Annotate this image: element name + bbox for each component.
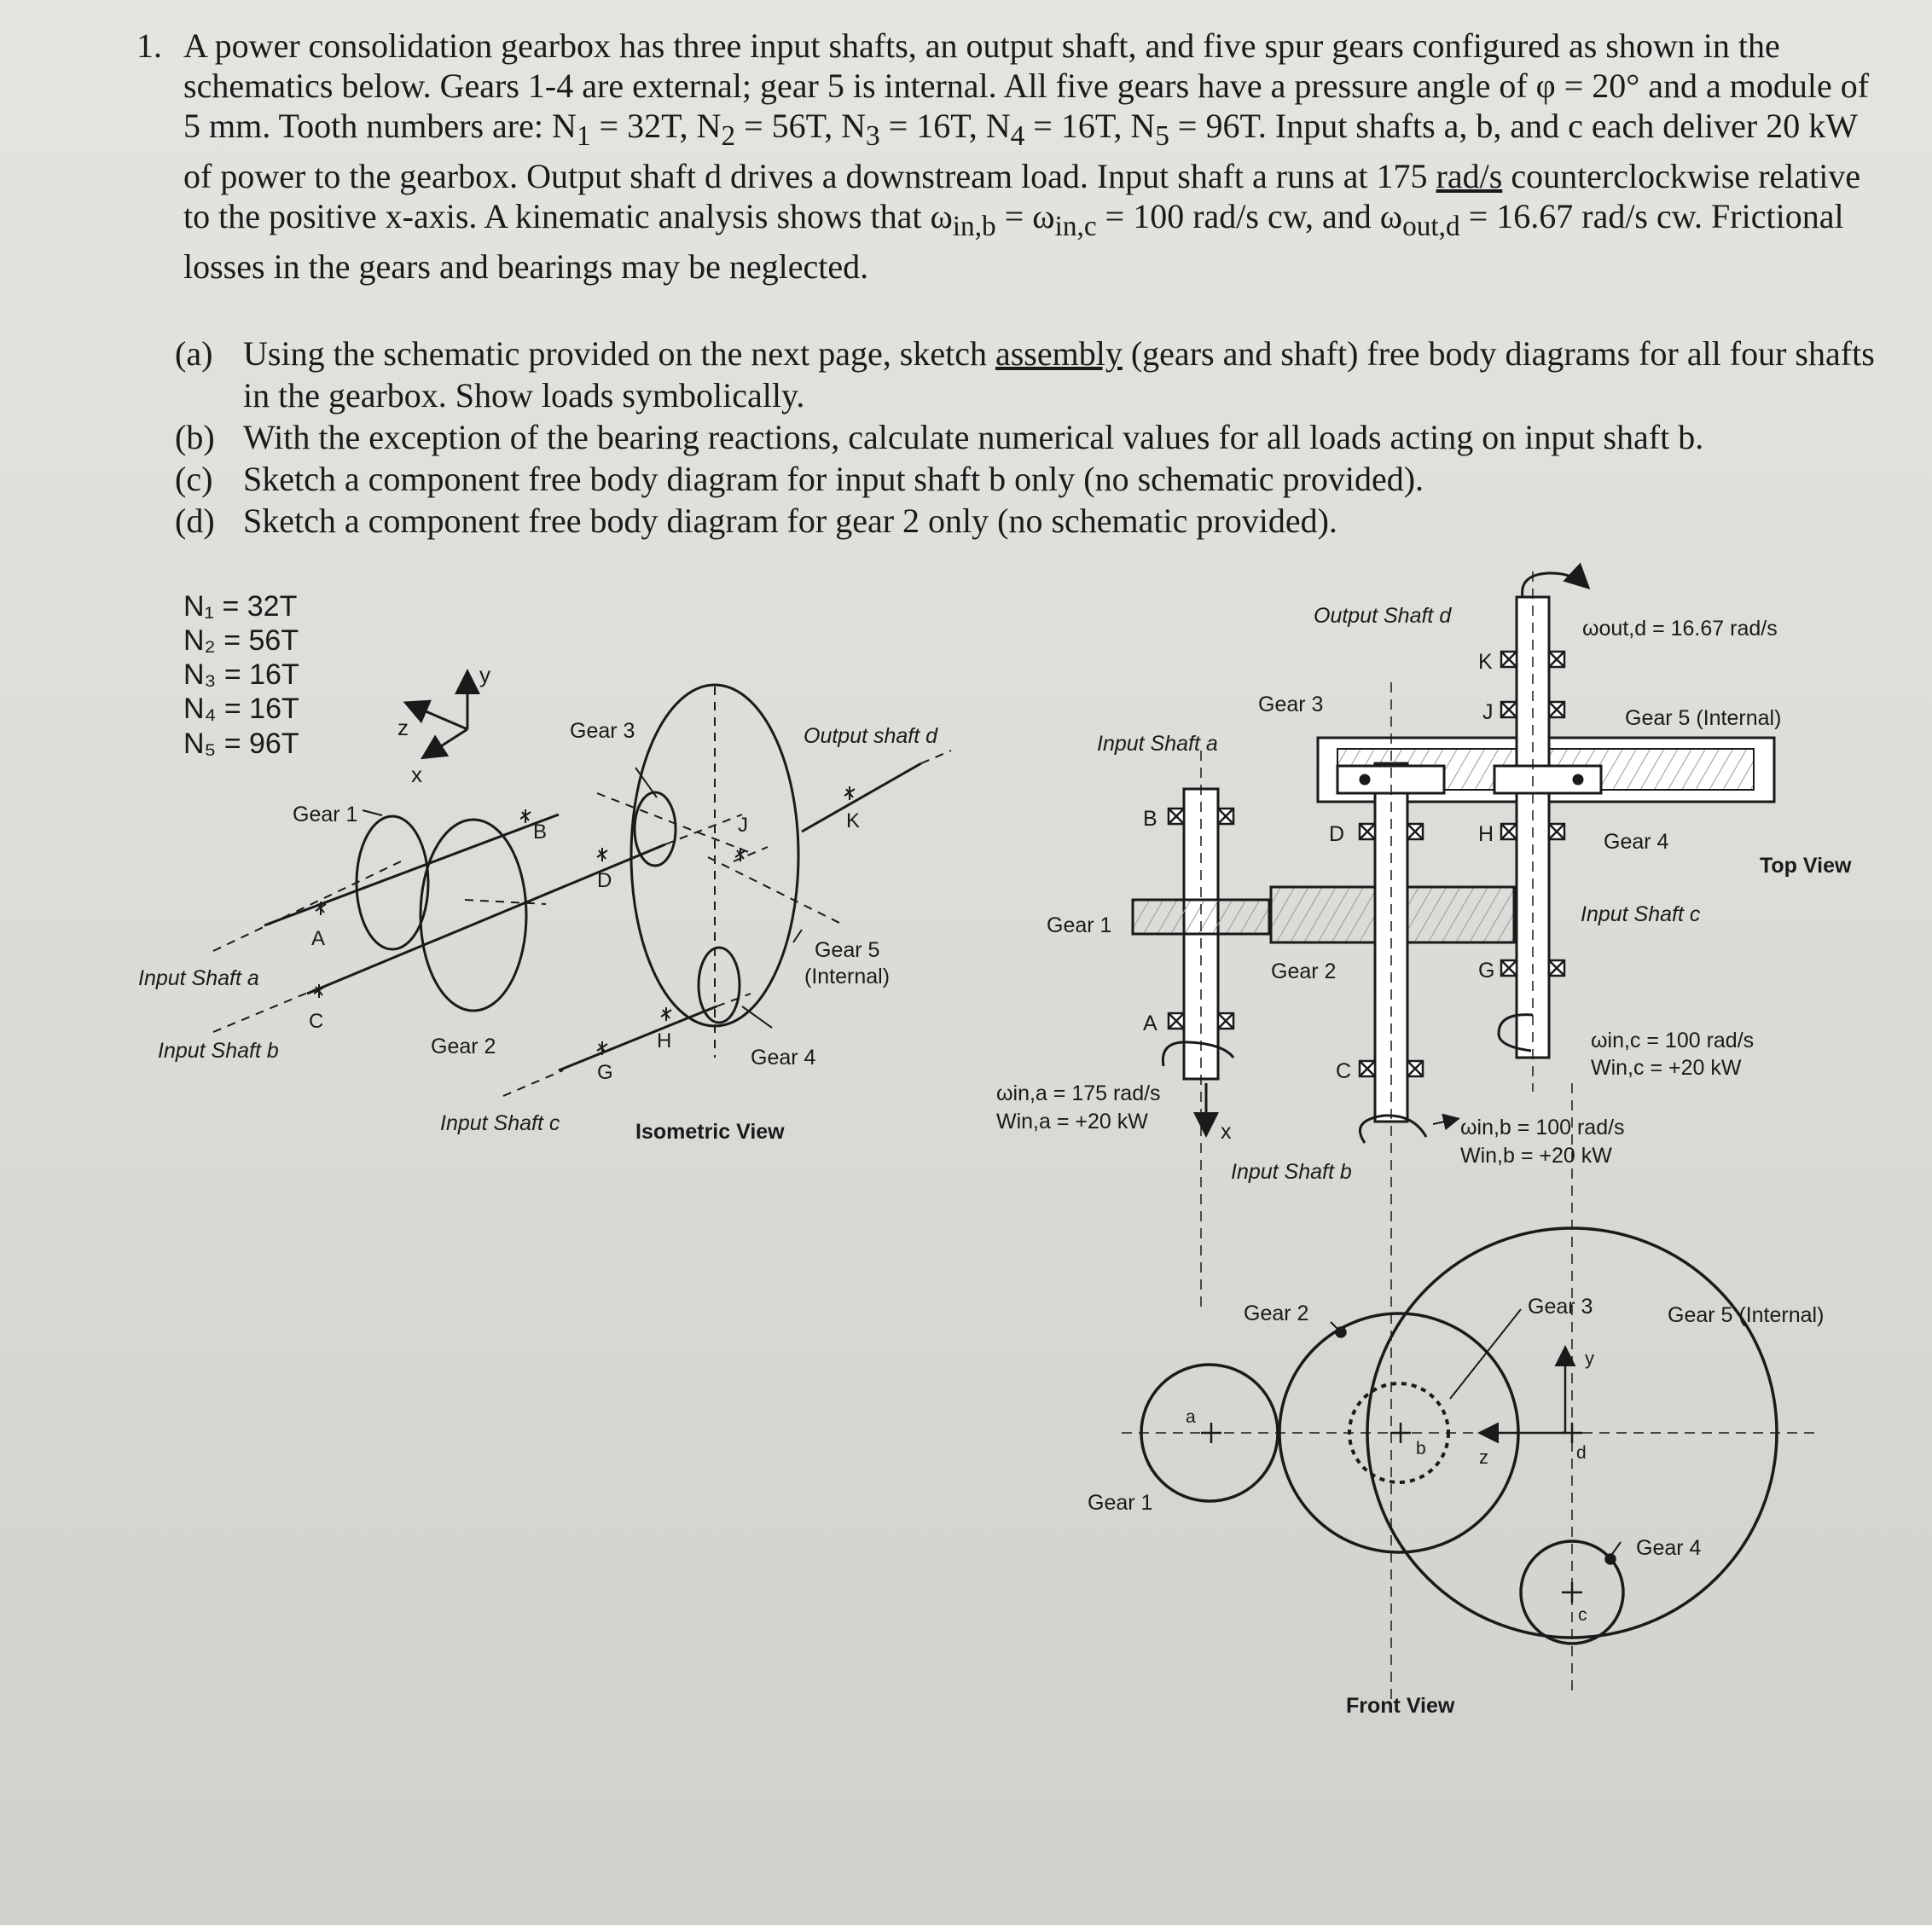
iso-bearing-K: K	[846, 809, 861, 832]
iso-bearing-H-mark	[661, 1007, 671, 1021]
top-w-d: ωout,d = 16.67 rad/s	[1582, 617, 1778, 641]
iso-label-gear2: Gear 2	[431, 1035, 496, 1058]
iso-shaft-b	[307, 844, 665, 994]
iso-label-gear4: Gear 4	[751, 1046, 816, 1070]
top-rotation-d	[1523, 573, 1587, 597]
part-text: Using the schematic provided on the next page, sketch assembly (gears and shaft) free body diagrams for all four shafts in the gearbox. Show loads symbolically.	[243, 334, 1875, 415]
top-label-bearing-G: G	[1478, 959, 1495, 983]
front-axis-y: y	[1585, 1348, 1594, 1369]
iso-label-gear5-internal: (Internal)	[804, 965, 891, 989]
front-view	[1088, 1228, 1824, 1718]
top-label-shaft-d: Output Shaft d	[1314, 604, 1452, 628]
tooth-n5: N₅ = 96T	[183, 728, 299, 760]
top-view	[996, 571, 1852, 1706]
iso-shaft-a	[264, 815, 559, 925]
iso-label-gear1: Gear 1	[293, 803, 358, 826]
iso-gear-4	[699, 948, 740, 1023]
iso-label-shaft-a: Input Shaft a	[138, 966, 259, 990]
top-label-shaft-c: Input Shaft c	[1581, 902, 1701, 926]
top-label-gear5: Gear 5 (Internal)	[1625, 706, 1782, 730]
iso-label-shaft-b: Input Shaft b	[158, 1039, 279, 1063]
iso-label-shaft-c: Input Shaft c	[440, 1111, 560, 1135]
iso-bearing-A: A	[311, 927, 326, 950]
front-center-d: d	[1576, 1443, 1587, 1463]
part-label: (b)	[175, 418, 215, 456]
top-label-shaft-a: Input Shaft a	[1097, 732, 1218, 756]
top-label-bearing-D: D	[1329, 822, 1345, 846]
front-label-gear2: Gear 2	[1244, 1302, 1309, 1325]
top-label-bearing-J: J	[1482, 700, 1494, 724]
tooth-n3: N₃ = 16T	[183, 658, 299, 691]
iso-gear-3	[635, 792, 676, 866]
part-label: (d)	[175, 502, 215, 540]
front-label-gear5: Gear 5 (Internal)	[1668, 1303, 1825, 1327]
top-w-b: ωin,b = 100 rad/s	[1460, 1116, 1625, 1139]
top-axis-x: x	[1221, 1120, 1232, 1144]
part-text: Sketch a component free body diagram for gear 2 only (no schematic provided).	[243, 502, 1337, 540]
iso-bearing-G: G	[597, 1061, 613, 1084]
iso-axis-x: x	[411, 762, 422, 787]
top-label-gear2: Gear 2	[1271, 960, 1337, 983]
part-label: (c)	[175, 460, 213, 498]
top-label-bearing-H: H	[1478, 822, 1494, 846]
top-label-bearing-B: B	[1143, 807, 1157, 831]
top-label-gear1: Gear 1	[1047, 913, 1112, 937]
top-w-a: ωin,a = 175 rad/s	[996, 1081, 1161, 1105]
iso-bearing-J: J	[738, 814, 748, 837]
part-text: With the exception of the bearing reactions, calculate numerical values for all loads acting on input shaft b.	[243, 418, 1704, 456]
iso-bearing-B: B	[533, 820, 548, 844]
iso-view-title: Isometric View	[635, 1120, 785, 1144]
top-p-c: Win,c = +20 kW	[1591, 1056, 1742, 1080]
top-label-shaft-b: Input Shaft b	[1231, 1160, 1352, 1184]
top-p-b: Win,b = +20 kW	[1460, 1144, 1612, 1168]
iso-axis-z: z	[397, 715, 409, 740]
front-label-gear1: Gear 1	[1088, 1491, 1153, 1515]
tooth-n2: N₂ = 56T	[183, 624, 299, 657]
front-center-a: a	[1186, 1407, 1196, 1427]
top-label-gear3: Gear 3	[1258, 693, 1324, 716]
iso-bearing-H: H	[657, 1029, 672, 1052]
iso-gear-2	[421, 820, 526, 1011]
iso-bearing-D: D	[597, 869, 612, 892]
front-label-gear4: Gear 4	[1636, 1536, 1702, 1560]
top-p-a: Win,a = +20 kW	[996, 1110, 1148, 1134]
iso-axis-y: y	[479, 662, 490, 687]
problem-text: A power consolidation gearbox has three input shafts, an output shaft, and five spur gears configured as shown in the schematics below. Gears 1-4 are external; gear 5 is internal. All five gears have a pressure angle of φ = 20° and a module of 5 mm. Tooth numbers are: $N_1 = 32T$, $N_2 = 56T$, $N_3 = 16T$, $N_4 = 16T$, $N_5 = 96T$. Input shafts a, b, and c each deliver 20 kW of power to the gearbox. Output shaft d drives a downstream load. Input shaft a runs at 175 rad/s counterclockwise relative to the positive x-axis. A kinematic analysis shows that $\omega_{in,b} = \omega_{in,c} = 100$ rad/s cw, and $\omega_{out,d} = 16.67$ rad/s cw. Frictional losses in the gears and bearings may be neglected.	[183, 26, 1870, 286]
iso-label-gear5: Gear 5	[815, 938, 880, 962]
top-label-bearing-C: C	[1336, 1059, 1352, 1083]
iso-bearing-B-mark	[520, 809, 531, 823]
front-label-gear3: Gear 3	[1528, 1295, 1593, 1319]
top-view-title: Top View	[1760, 854, 1852, 878]
tooth-n1: N₁ = 32T	[183, 590, 298, 623]
top-label-bearing-K: K	[1478, 650, 1493, 674]
iso-label-shaft-d: Output shaft d	[804, 724, 938, 748]
tooth-number-list	[183, 590, 299, 760]
part-label: (a)	[175, 334, 213, 373]
iso-shaft-c	[559, 1006, 717, 1070]
front-axis-z: z	[1479, 1447, 1488, 1468]
top-label-gear4: Gear 4	[1604, 830, 1669, 854]
front-center-c: c	[1578, 1605, 1587, 1625]
top-w-c: ωin,c = 100 rad/s	[1591, 1029, 1755, 1052]
top-label-bearing-A: A	[1143, 1012, 1157, 1035]
tooth-n4: N₄ = 16T	[183, 693, 299, 725]
iso-bearing-D-mark	[597, 848, 607, 861]
iso-label-gear3: Gear 3	[570, 719, 635, 743]
iso-bearing-K-mark	[844, 786, 855, 800]
part-text: Sketch a component free body diagram for input shaft b only (no schematic provided).	[243, 460, 1424, 498]
iso-shaft-d	[802, 763, 921, 832]
problem-number: 1.	[136, 26, 162, 65]
axis-triad	[408, 674, 467, 757]
iso-gear-1	[357, 816, 428, 949]
front-view-title: Front View	[1346, 1694, 1455, 1718]
front-center-b: b	[1416, 1439, 1426, 1458]
iso-bearing-C: C	[309, 1010, 324, 1033]
